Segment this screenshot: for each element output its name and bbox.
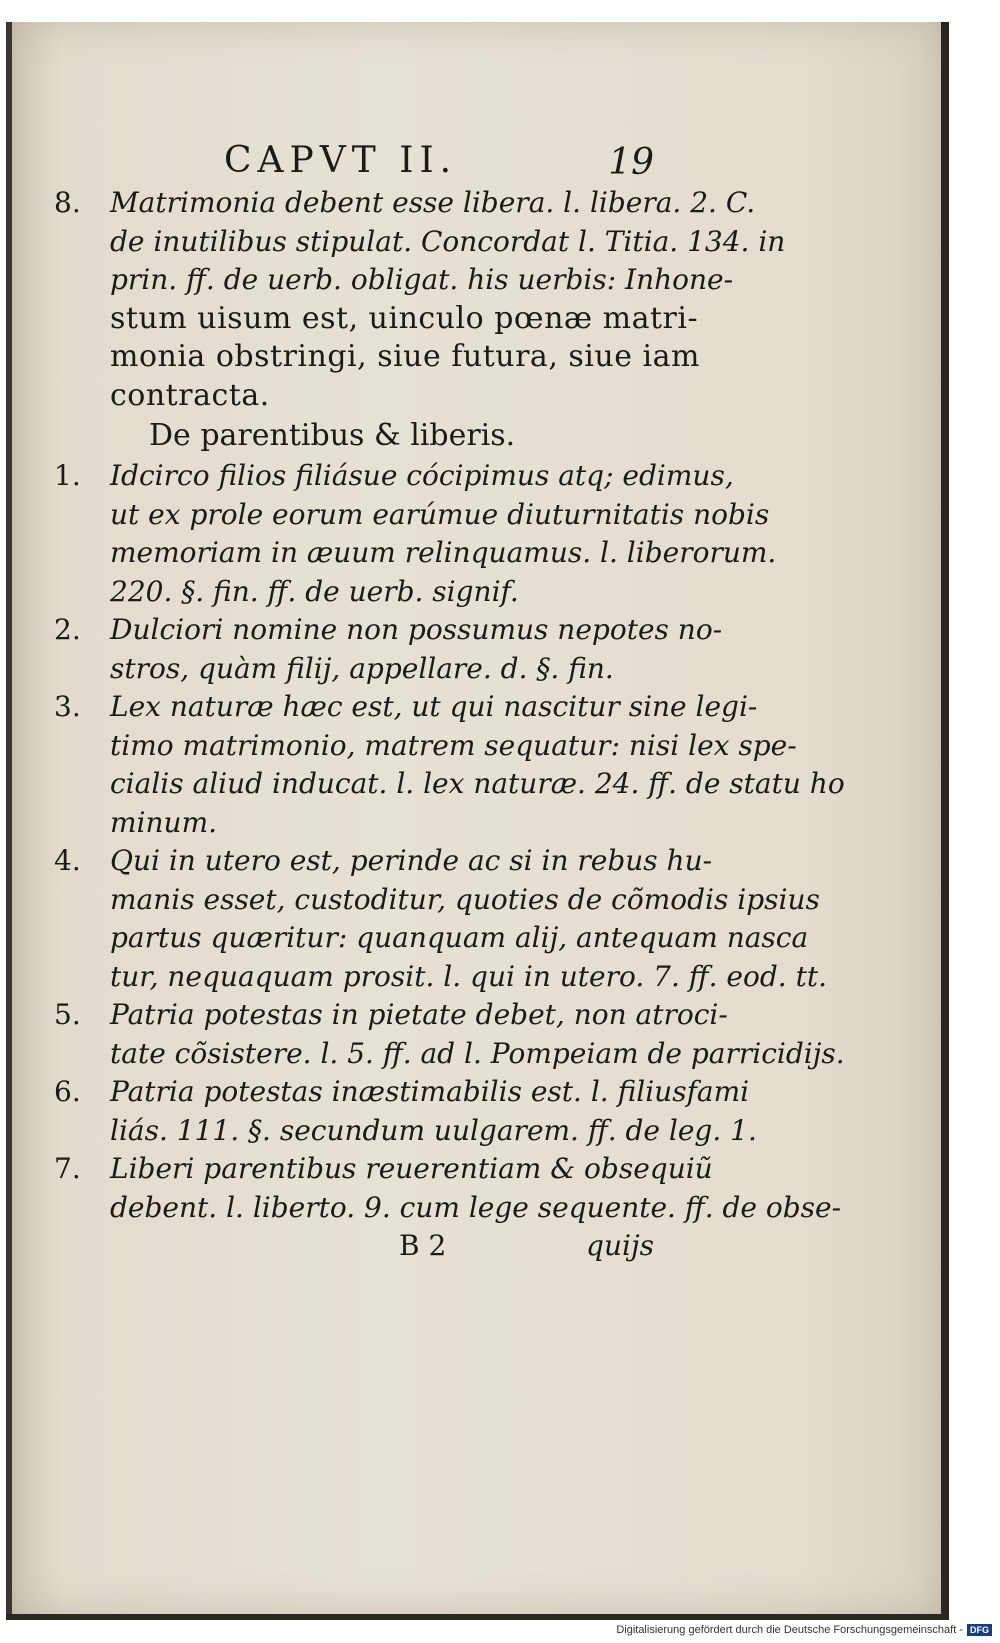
text-line (54, 996, 728, 1035)
line-text: tur, nequaquam prosit. l. qui in utero. 7. ff. eod. tt. (110, 959, 827, 993)
line-text: Dulciori nomine non possumus nepotes no- (110, 613, 723, 646)
page-gutter-edge (6, 22, 12, 1614)
line-text: liás. 111. §. secundum uulgarem. ff. de leg. 1. (110, 1113, 757, 1147)
page-foot (54, 1229, 654, 1267)
text-line (54, 573, 654, 612)
catchword: quijs (586, 1229, 654, 1262)
text-line (54, 1073, 750, 1112)
item-number: 3. (54, 690, 81, 723)
line-text: contracta. (110, 377, 270, 413)
line-text: minum. (110, 805, 218, 839)
text-line (54, 534, 777, 573)
text-line (54, 261, 734, 300)
dfg-logo: DFG (967, 1624, 992, 1636)
text-line (54, 1189, 842, 1228)
text-line (54, 881, 820, 920)
page-number: 19 (608, 142, 654, 183)
text-line (54, 300, 699, 339)
item-number: 4. (54, 844, 81, 877)
text-line (54, 338, 700, 377)
line-text: de inutilibus stipulat. Concordat l. Titia. 134. in (110, 224, 786, 258)
text-line (54, 958, 827, 997)
line-text: 220. §. fin. ff. de uerb. signif. (110, 574, 519, 608)
line-text: Lex naturæ hæc est, ut qui nascitur sine legi- (110, 690, 758, 723)
text-line (54, 457, 734, 496)
line-text: Patria potestas inæstimabilis est. l. filiusfami (110, 1075, 750, 1108)
maxim-8-block (54, 184, 786, 415)
line-text: Patria potestas in pietate debet, non atroci- (110, 998, 728, 1031)
item-number: 7. (54, 1152, 81, 1185)
item-number: 5. (54, 998, 81, 1031)
line-text: stum uisum est, uinculo pœnæ matri- (110, 300, 699, 336)
line-text: partus quæritur: quanquam alij, antequam nasca (110, 921, 809, 954)
text-line (54, 650, 654, 689)
page-text-block (54, 140, 845, 1267)
line-text: monia obstringi, siue futura, siue iam (110, 339, 700, 374)
line-text: memoriam in æuum relinquamus. l. liberorum. (110, 536, 777, 569)
item-number: 6. (54, 1075, 81, 1108)
item-number: 2. (54, 613, 81, 646)
line-text: tate cõsistere. l. 5. ff. ad l. Pompeiam de parricidijs. (110, 1036, 845, 1070)
chapter-title: CAPVT II. (224, 140, 458, 181)
line-text: Matrimonia debent esse libera. l. libera. 2. C. (110, 186, 756, 219)
item-number: 1. (54, 459, 81, 492)
text-line (54, 765, 845, 804)
text-line (54, 842, 713, 881)
credit-text: Digitalisierung gefördert durch die Deutsche Forschungsgemeinschaft - (616, 1624, 963, 1636)
line-text: cialis aliud inducat. l. lex naturæ. 24. ff. de statu ho (110, 767, 845, 800)
text-line (54, 1112, 757, 1151)
text-line (54, 611, 723, 650)
text-line (54, 377, 654, 416)
text-line (54, 1150, 713, 1189)
item-number: 8. (54, 186, 81, 219)
signature-mark: B 2 (399, 1229, 447, 1262)
text-line (54, 727, 797, 766)
line-text: ut ex prole eorum earúmue diuturnitatis nobis (110, 497, 770, 531)
text-line (54, 804, 654, 843)
section-body (54, 457, 845, 1227)
text-line (54, 223, 786, 262)
digitization-credit (616, 1621, 992, 1639)
text-line (54, 496, 770, 535)
line-text: Idcirco filios filiásue cócipimus atq; edimus, (110, 459, 734, 492)
line-text: prin. ff. de uerb. obligat. his uerbis: Inhone- (110, 263, 734, 296)
running-head (54, 140, 654, 184)
line-text: timo matrimonio, matrem sequatur: nisi lex spe- (110, 728, 797, 762)
line-text: manis esset, custoditur, quoties de cõmodis ipsius (110, 882, 820, 916)
text-line (54, 184, 756, 223)
line-text: Liberi parentibus reuerentiam & obsequiũ (110, 1152, 713, 1185)
text-line (54, 688, 758, 727)
line-text: stros, quàm filij, appellare. d. §. fin. (110, 651, 614, 685)
line-text: Qui in utero est, perinde ac si in rebus hu- (110, 844, 713, 877)
text-line (54, 919, 809, 958)
section-heading: De parentibus & liberis. (149, 418, 516, 453)
line-text: debent. l. liberto. 9. cum lege sequente. ff. de obse- (110, 1190, 842, 1224)
text-line (54, 1035, 845, 1074)
